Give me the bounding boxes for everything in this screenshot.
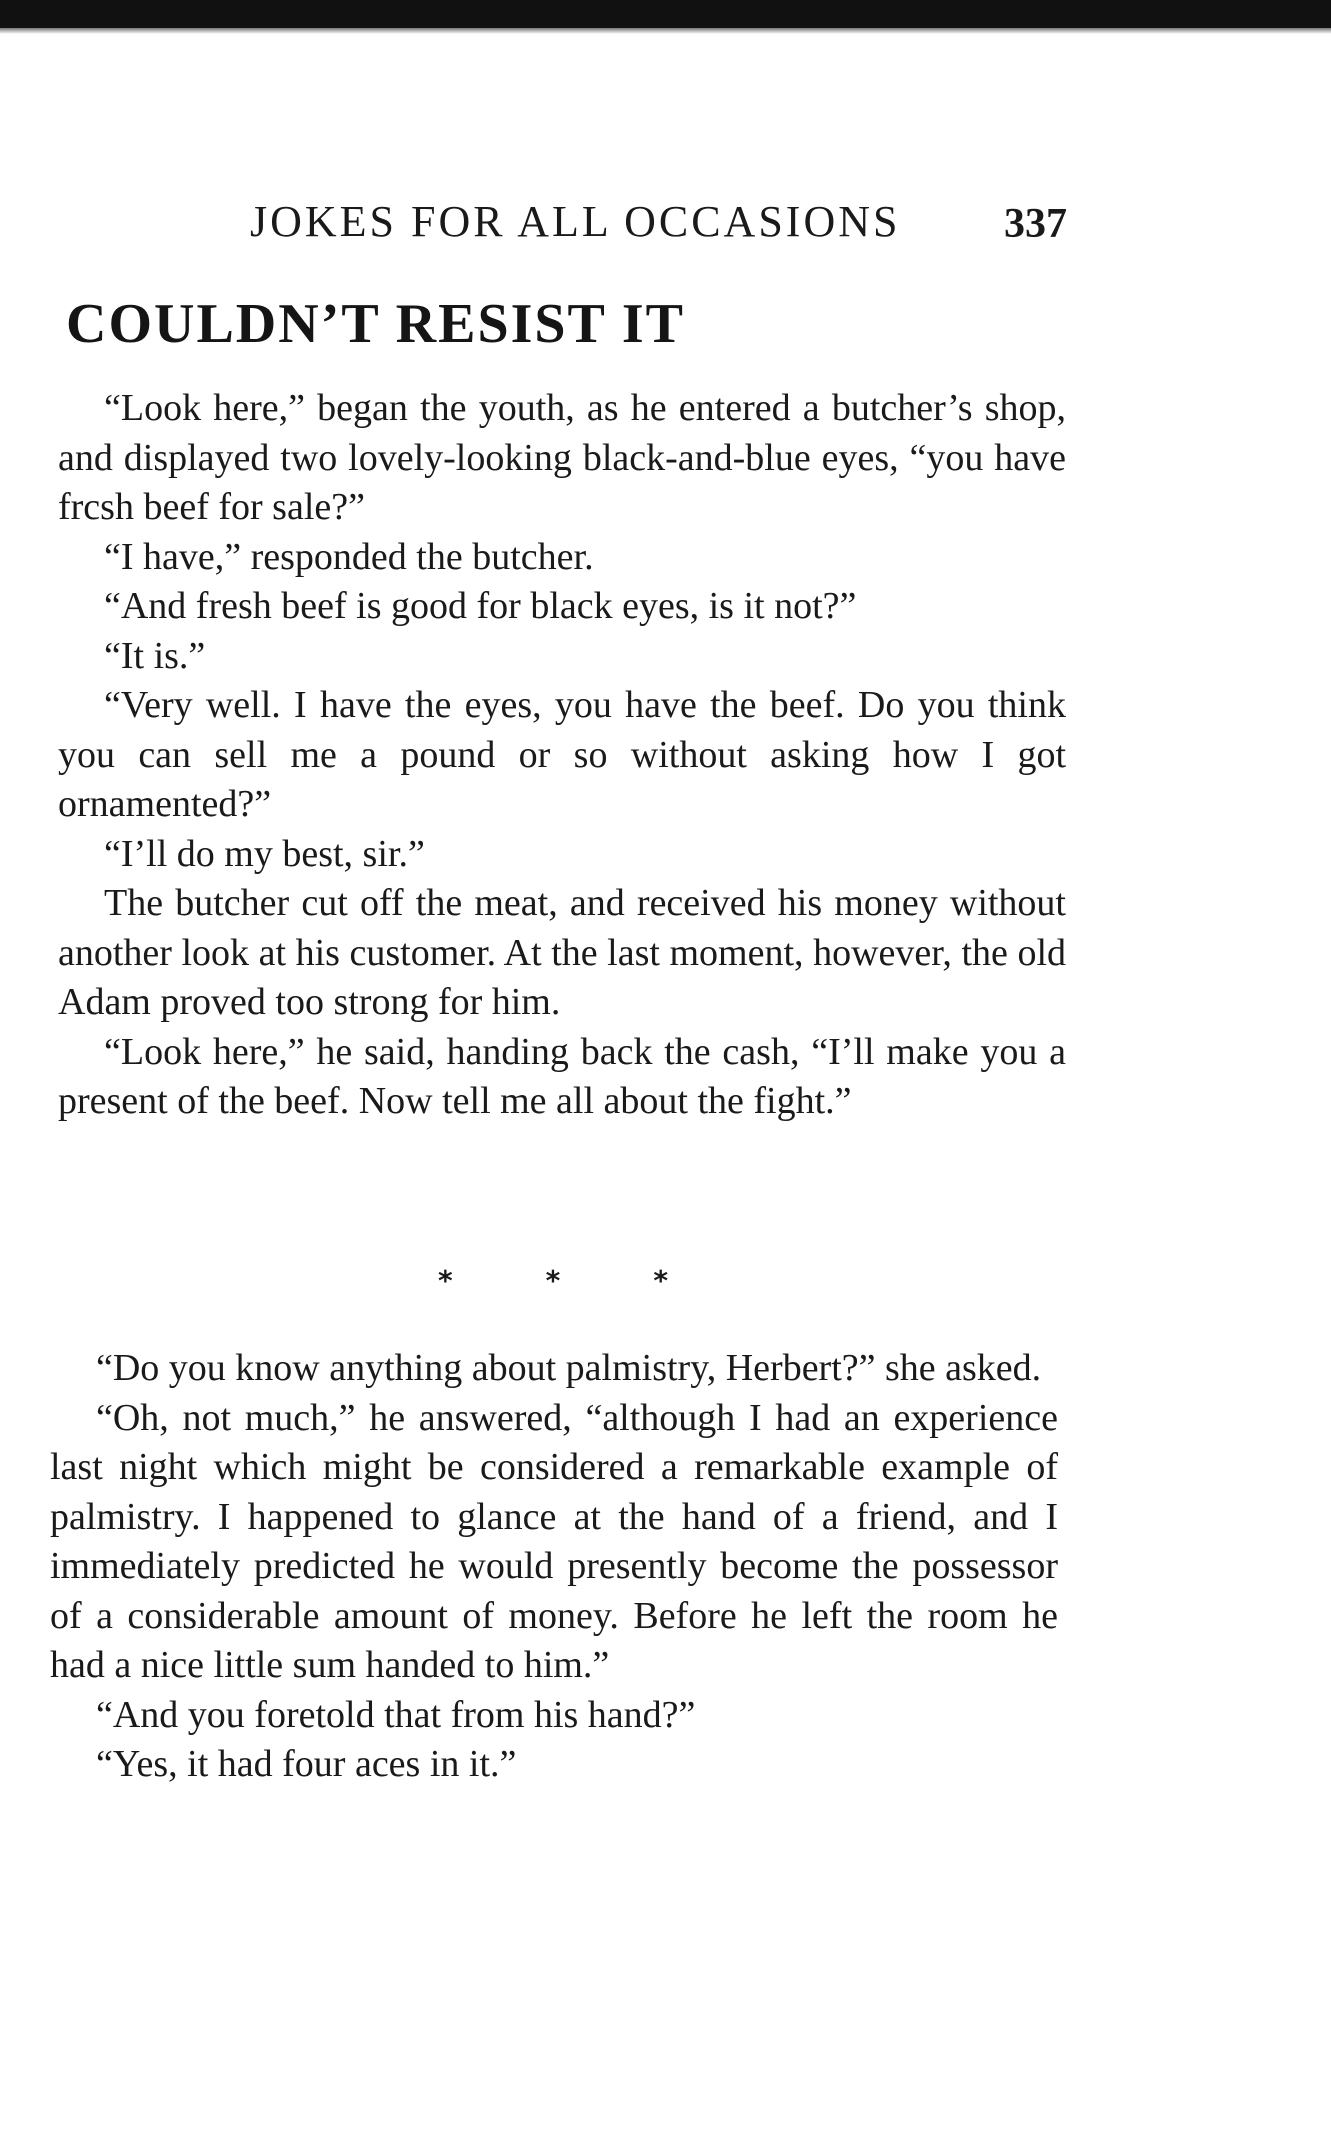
separator-star: * [545,1264,561,1297]
paragraph: “Look here,” began the youth, as he entered a butcher’s shop, and displayed two lovely-looking black-and-blue eyes, “you have frcsh beef for sale?” [58,387,1066,528]
paragraph: “And you foretold that from his hand?” [96,1693,696,1736]
running-head: JOKES FOR ALL OCCASIONS [250,197,901,246]
paragraph: “It is.” [104,634,206,677]
paragraph: “Yes, it had four aces in it.” [96,1743,517,1785]
paragraph: “Do you know anything about palmistry, Herbert?” she asked. [96,1347,1042,1389]
paragraph: “And fresh beef is good for black eyes, is it not?” [104,585,857,627]
page-number: 337 [1004,201,1067,247]
section-separator [438,1264,668,1297]
story-2-body [50,1344,1058,1790]
story-title: COULDN’T RESIST IT [66,293,686,355]
paragraph: “I’ll do my best, sir.” [104,832,425,875]
story-1-body [58,384,1066,1127]
separator-star: * [653,1264,668,1297]
paragraph: “Oh, not much,” he answered, “although I had an experience last night which might be considered a remarkable example of palmistry. I happened to glance at the hand of a friend, and I immediately predicted he would presently become the possessor of a considerable amount of money. Before he left the room he had a nice little sum handed to him.” [50,1396,1058,1686]
paragraph: The butcher cut off the meat, and received his money without another look at his customer. At the last moment, however, the old Adam proved too strong for him. [58,882,1066,1023]
separator-star: * [438,1264,453,1297]
paragraph: “Look here,” he said, handing back the cash, “I’ll make you a present of the beef. Now tell me all about the fight.” [58,1030,1066,1122]
paragraph: “I have,” responded the butcher. [104,535,594,578]
paragraph: “Very well. I have the eyes, you have the beef. Do you think you can sell me a pound or so without asking how I got ornamented?” [58,684,1066,825]
